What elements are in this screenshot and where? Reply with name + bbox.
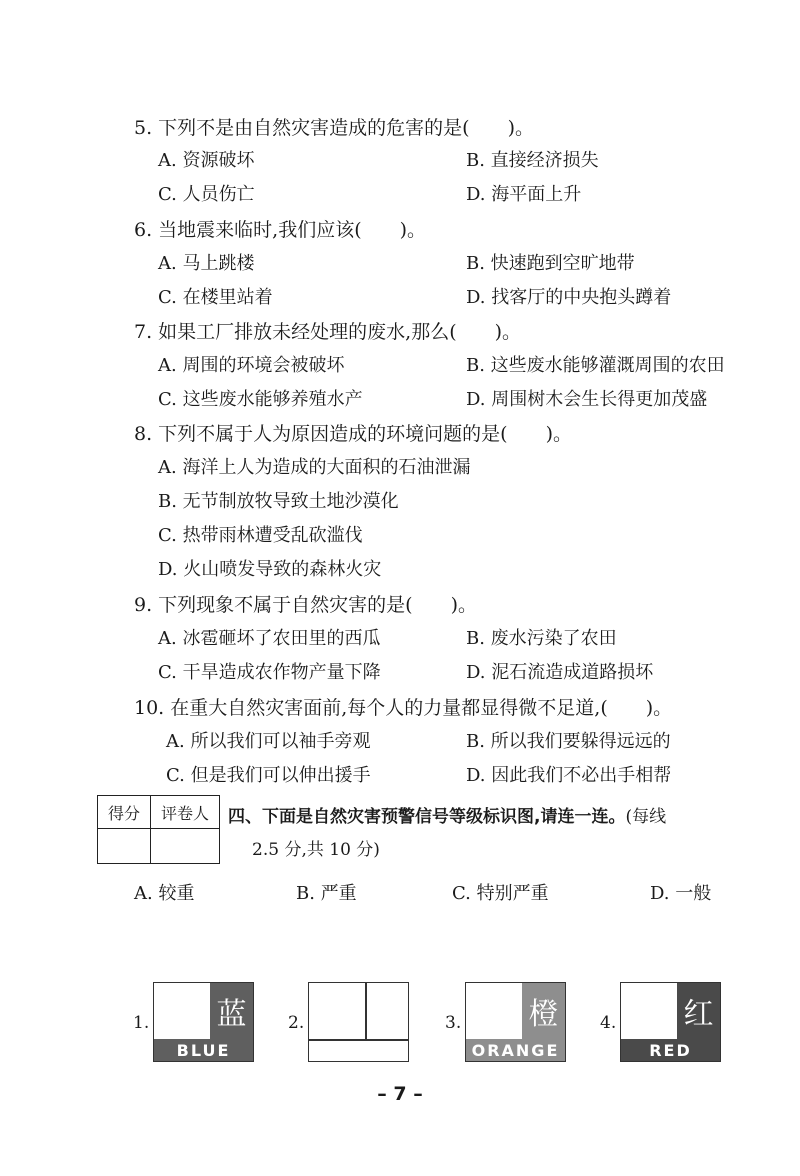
choice-c: C. 特别严重 <box>452 883 549 904</box>
question-7-option-d: D. 周围树木会生长得更加茂盛 <box>466 389 708 410</box>
sign-blank[interactable] <box>308 982 409 1062</box>
question-6-option-b: B. 快速跑到空旷地带 <box>466 253 635 274</box>
grader-header: 评卷人 <box>151 796 220 829</box>
question-7-stem: 7. 如果工厂排放未经处理的废水,那么( )。 <box>134 321 522 343</box>
grader-cell[interactable] <box>151 829 220 864</box>
page-number: – 7 – <box>377 1083 423 1105</box>
question-8-option-a: A. 海洋上人为造成的大面积的石油泄漏 <box>158 457 471 478</box>
sign-red-character: 红 <box>677 983 720 1039</box>
question-7-option-c: C. 这些废水能够养殖水产 <box>158 389 363 410</box>
question-10-option-b: B. 所以我们要躲得远远的 <box>466 731 671 752</box>
sign-blue-character: 蓝 <box>210 983 253 1039</box>
question-9-option-b: B. 废水污染了农田 <box>466 628 617 649</box>
sign-blue-label: BLUE <box>154 1039 253 1061</box>
question-10-option-d: D. 因此我们不必出手相帮 <box>466 765 672 786</box>
question-5-stem: 5. 下列不是由自然灾害造成的危害的是( )。 <box>134 117 534 139</box>
question-10-stem: 10. 在重大自然灾害面前,每个人的力量都显得微不足道,( )。 <box>134 697 673 719</box>
section-4-title <box>228 802 666 827</box>
question-9-option-a: A. 冰雹砸坏了农田里的西瓜 <box>158 628 381 649</box>
question-6-stem: 6. 当地震来临时,我们应该( )。 <box>134 219 427 241</box>
question-9-stem: 9. 下列现象不属于自然灾害的是( )。 <box>134 594 477 616</box>
question-5-option-a: A. 资源破坏 <box>158 150 255 171</box>
question-5-option-d: D. 海平面上升 <box>466 184 582 205</box>
sign-orange-label: ORANGE <box>466 1039 565 1061</box>
section-4-note-end: 2.5 分,共 10 分) <box>252 840 380 860</box>
sign-blue[interactable] <box>153 982 254 1062</box>
sign-4-number: 4. <box>600 1013 617 1033</box>
question-8-option-b: B. 无节制放牧导致土地沙漠化 <box>158 491 399 512</box>
choice-b: B. 严重 <box>296 883 357 904</box>
choice-d: D. 一般 <box>650 883 712 904</box>
question-7-option-a: A. 周围的环境会被破坏 <box>158 355 345 376</box>
question-8-option-d: D. 火山喷发导致的森林火灾 <box>158 559 382 580</box>
question-8-option-c: C. 热带雨林遭受乱砍滥伐 <box>158 525 363 546</box>
score-header: 得分 <box>98 796 151 829</box>
sign-orange-character: 橙 <box>522 983 565 1039</box>
sign-3-number: 3. <box>445 1013 462 1033</box>
section-4-note-start: (每线 <box>625 807 667 827</box>
question-5-option-b: B. 直接经济损失 <box>466 150 599 171</box>
question-8-stem: 8. 下列不属于人为原因造成的环境问题的是( )。 <box>134 423 572 445</box>
choice-a: A. 较重 <box>134 883 195 904</box>
score-cell[interactable] <box>98 829 151 864</box>
question-9-option-c: C. 干旱造成农作物产量下降 <box>158 662 381 683</box>
question-9-option-d: D. 泥石流造成道路损坏 <box>466 662 654 683</box>
question-6-option-d: D. 找客厅的中央抱头蹲着 <box>466 287 672 308</box>
sign-red-label: RED <box>621 1039 720 1061</box>
question-10-option-a: A. 所以我们可以袖手旁观 <box>166 731 371 752</box>
question-6-option-a: A. 马上跳楼 <box>158 253 255 274</box>
question-10-option-c: C. 但是我们可以伸出援手 <box>166 765 371 786</box>
score-table <box>97 795 220 864</box>
sign-2-number: 2. <box>288 1013 305 1033</box>
question-7-option-b: B. 这些废水能够灌溉周围的农田 <box>466 355 725 376</box>
question-5-option-c: C. 人员伤亡 <box>158 184 255 205</box>
sign-1-number: 1. <box>133 1013 150 1033</box>
sign-orange[interactable] <box>465 982 566 1062</box>
question-6-option-c: C. 在楼里站着 <box>158 287 273 308</box>
sign-red[interactable] <box>620 982 721 1062</box>
section-4-title-text: 四、下面是自然灾害预警信号等级标识图,请连一连。 <box>228 807 626 827</box>
